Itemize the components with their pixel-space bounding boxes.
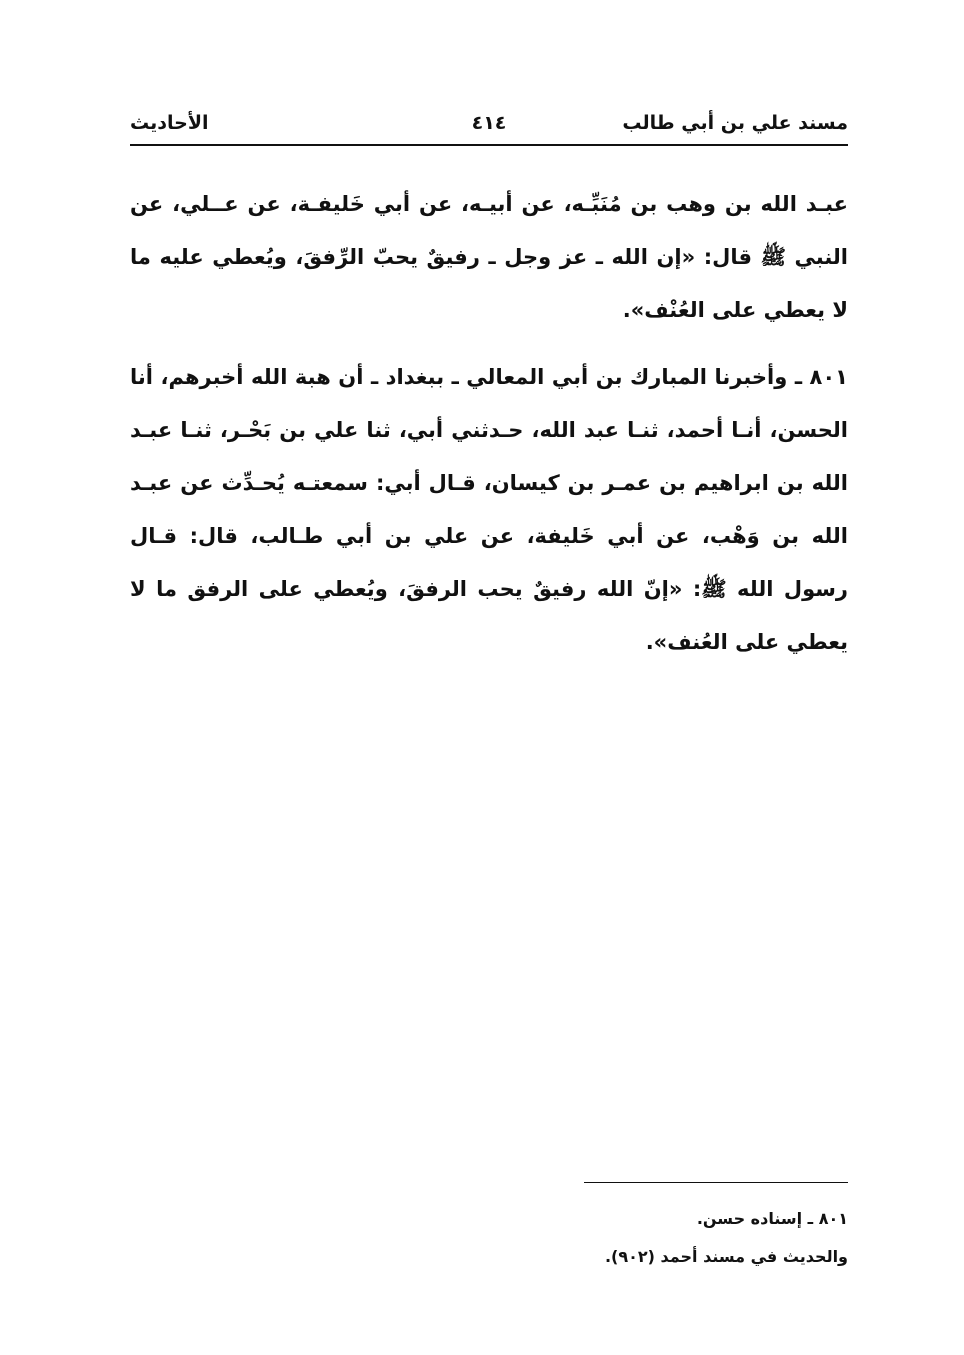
section-title: الأحاديث: [130, 112, 209, 134]
footnote-reference: والحديث في مسند أحمد (٩٠٢).: [604, 1247, 848, 1266]
hadith-801-paragraph: ٨٠١ ـ وأخبرنا المبارك بن أبي المعالي ـ ببغداد ـ أن هبة الله أخبرهم، أنا الحسن، أنـا أحمد، ثنـا عبد الله، حـدثني أبي، ثنا علي بن بَحْـر، ثنـا عبـد الله بن ابراهيم بن عمـر بن كيسان، قـال أبي: سمعتـه يُحـدِّث عن عبـد الله بن وَهْب، عن أبي خَليفة، عن علي بن أبي طـالب، قال: قـال رسول الله ﷺ: «إنّ الله رفيقٌ يحب الرفقَ، ويُعطي على الرفق ما لا يعطي على العُنف».: [130, 365, 848, 654]
footnote-801: ٨٠١ ـ إسناده حسن.: [696, 1209, 848, 1228]
header-rule: [130, 144, 848, 146]
page-number: ٤١٤: [471, 112, 507, 134]
running-header: [130, 112, 848, 144]
footnote-rule: [584, 1182, 848, 1183]
hadith-continuation-paragraph: عبـد الله بن وهب بن مُنَبِّـه، عن أبيـه، عن أبي خَليفـة، عن عــلي، عن النبي ﷺ قال: «إن الله ـ عز وجل ـ رفيقٌ يحبّ الرِّفقَ، ويُعطي عليه ما لا يعطي على العُنْف».: [130, 192, 848, 322]
main-text: [130, 178, 848, 669]
book-title: مسند علي بن أبي طالب: [622, 112, 848, 134]
footnotes: [430, 1200, 848, 1276]
